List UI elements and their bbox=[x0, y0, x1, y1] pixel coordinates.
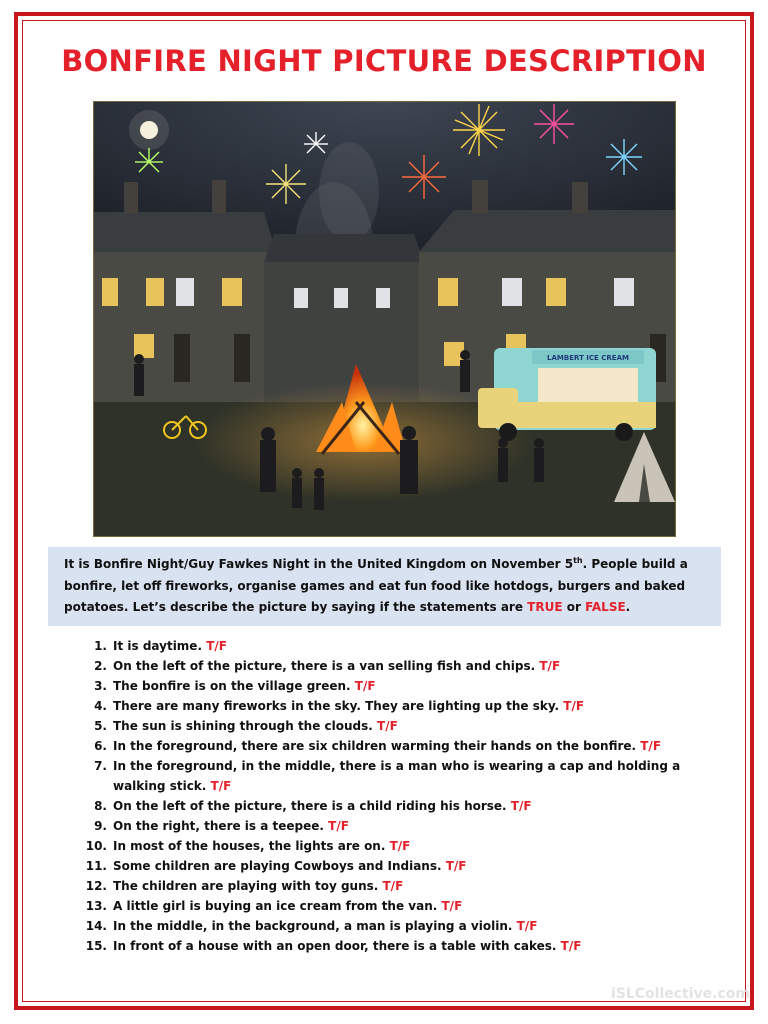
statement-text: The children are playing with toy guns. bbox=[113, 879, 383, 893]
or-word: or bbox=[562, 600, 586, 614]
statement-item bbox=[77, 756, 717, 796]
statement-number: 5. bbox=[94, 719, 107, 733]
page-title: BONFIRE NIGHT PICTURE DESCRIPTION bbox=[61, 44, 707, 78]
statement-text: On the left of the picture, there is a van selling fish and chips. bbox=[113, 659, 540, 673]
statement-number: 14. bbox=[85, 919, 107, 933]
true-false-label: T/F bbox=[441, 899, 463, 913]
statement-number: 1. bbox=[94, 639, 107, 653]
true-false-label: T/F bbox=[354, 679, 376, 693]
statement-text: In front of a house with an open door, there is a table with cakes. bbox=[113, 939, 561, 953]
statement-number: 13. bbox=[85, 899, 107, 913]
true-false-label: T/F bbox=[382, 879, 404, 893]
statement-item bbox=[77, 696, 717, 716]
true-false-label: T/F bbox=[377, 719, 398, 733]
statement-number: 10. bbox=[85, 839, 107, 853]
intro-text-1: It is Bonfire Night/Guy Fawkes Night in the United Kingdom on November 5 bbox=[64, 557, 574, 571]
statement-number: 11. bbox=[85, 859, 107, 873]
statement-item bbox=[77, 896, 717, 916]
statement-item bbox=[77, 796, 717, 816]
statement-item bbox=[77, 676, 717, 696]
true-false-label: T/F bbox=[328, 819, 349, 833]
true-false-label: T/F bbox=[206, 639, 227, 653]
statement-number: 4. bbox=[94, 699, 107, 713]
statement-item bbox=[77, 656, 717, 676]
statement-number: 6. bbox=[94, 739, 107, 753]
statement-number: 2. bbox=[94, 659, 107, 673]
statement-text: In the foreground, in the middle, there is a man who is wearing a cap and holding a walking stick. bbox=[113, 759, 681, 793]
statement-item bbox=[77, 856, 717, 876]
true-false-label: T/F bbox=[510, 799, 532, 813]
intro-end: . bbox=[625, 600, 631, 614]
false-word: FALSE bbox=[585, 600, 626, 614]
statement-text: On the right, there is a teepee. bbox=[113, 819, 329, 833]
intro-superscript: th bbox=[573, 556, 583, 565]
statement-item bbox=[77, 736, 717, 756]
statement-text: It is daytime. bbox=[113, 639, 207, 653]
statement-text: In the middle, in the background, a man is playing a violin. bbox=[113, 919, 517, 933]
statement-item bbox=[77, 936, 717, 956]
true-false-label: T/F bbox=[516, 919, 538, 933]
statement-text: In most of the houses, the lights are on. bbox=[113, 839, 390, 853]
statement-number: 12. bbox=[85, 879, 107, 893]
statement-item bbox=[77, 876, 717, 896]
statement-number: 8. bbox=[94, 799, 107, 813]
watermark: iSLCollective.com bbox=[610, 986, 750, 1002]
true-false-label: T/F bbox=[445, 859, 467, 873]
statement-item bbox=[77, 816, 717, 836]
statement-text: In the foreground, there are six children warming their hands on the bonfire. bbox=[113, 739, 641, 753]
statement-item bbox=[77, 716, 717, 736]
statement-text: A little girl is buying an ice cream from the van. bbox=[113, 899, 442, 913]
statement-text: There are many fireworks in the sky. They are lighting up the sky. bbox=[113, 699, 564, 713]
van-sign: LAMBERT ICE CREAM bbox=[547, 354, 629, 362]
intro-text-2: . People build a bonfire, let off fireworks, organise games and eat fun food like hotdogs, burgers and baked potatoes. Let’s describe the picture by saying if the statements are bbox=[64, 557, 688, 614]
statement-number: 15. bbox=[85, 939, 107, 953]
true-false-label: T/F bbox=[563, 699, 585, 713]
statement-text: On the left of the picture, there is a child riding his horse. bbox=[113, 799, 511, 813]
statement-text: Some children are playing Cowboys and Indians. bbox=[113, 859, 446, 873]
statement-item bbox=[77, 636, 717, 656]
bonfire-night-illustration bbox=[93, 101, 676, 537]
intro-paragraph bbox=[48, 547, 721, 626]
statement-number: 7. bbox=[94, 759, 107, 773]
true-false-label: T/F bbox=[389, 839, 411, 853]
statement-item bbox=[77, 916, 717, 936]
true-false-label: T/F bbox=[539, 659, 561, 673]
statement-number: 9. bbox=[94, 819, 107, 833]
true-false-label: T/F bbox=[210, 779, 232, 793]
statement-list bbox=[77, 636, 717, 956]
statement-number: 3. bbox=[94, 679, 107, 693]
statement-text: The sun is shining through the clouds. bbox=[113, 719, 378, 733]
statement-text: The bonfire is on the village green. bbox=[113, 679, 355, 693]
true-word: TRUE bbox=[527, 600, 563, 614]
statement-item bbox=[77, 836, 717, 856]
true-false-label: T/F bbox=[560, 939, 582, 953]
true-false-label: T/F bbox=[640, 739, 662, 753]
